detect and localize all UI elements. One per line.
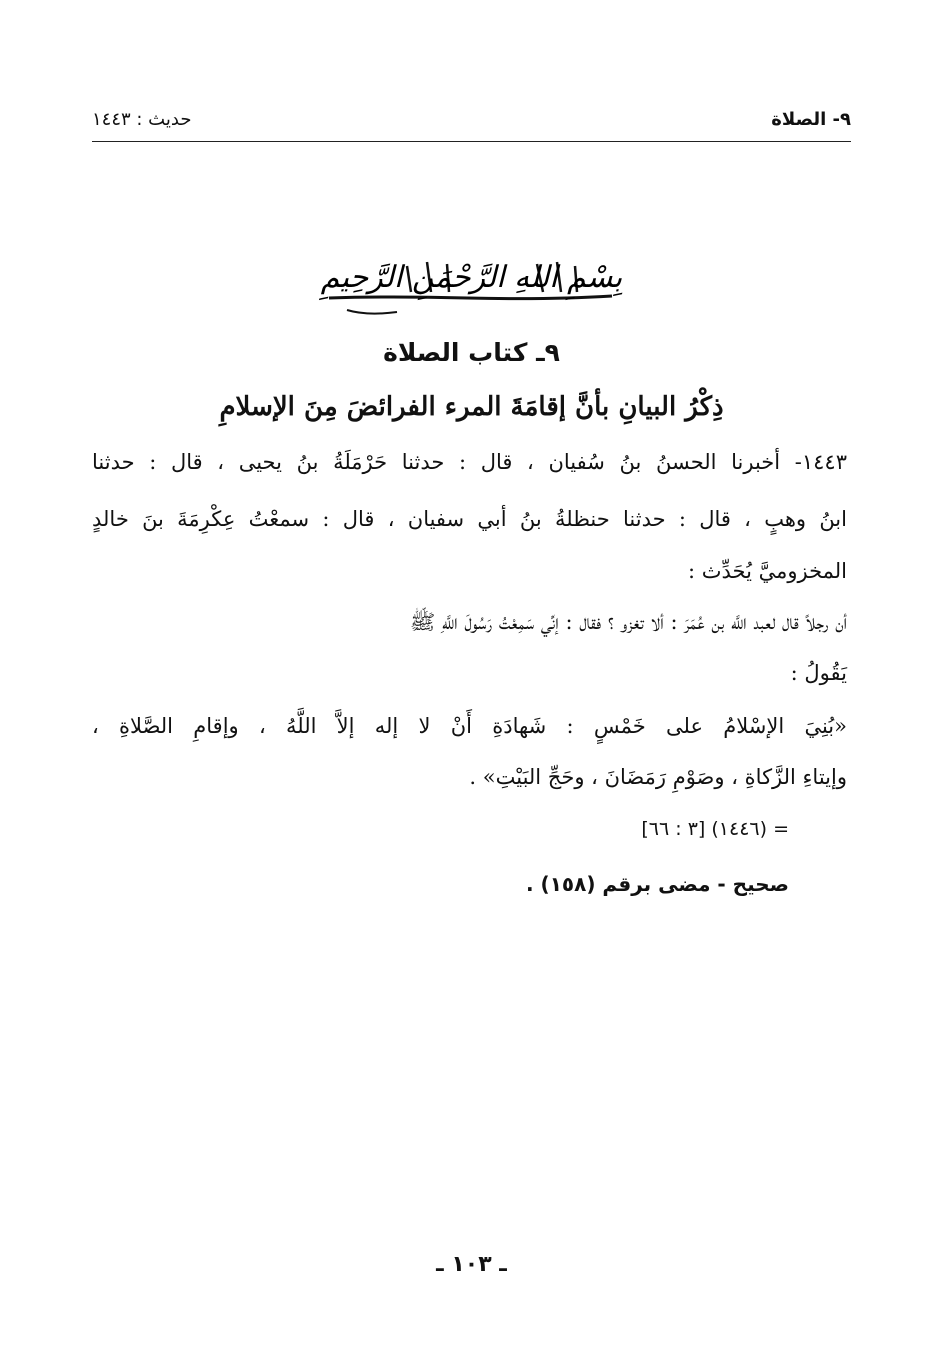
narrative-line: يَقُولُ : bbox=[790, 661, 847, 685]
narrative-line: أن رجلاً قال لعبد اللَّه بن عُمَرَ : ألا تغزو ؟ فقال : إنِّي سَمِعْتُ رَسُولَ اللَّهِ ﷺ bbox=[409, 610, 847, 634]
book-title: ٩ـ كتاب الصلاة bbox=[383, 338, 560, 367]
isnad-line: المخزوميَّ يُحَدِّث : bbox=[687, 559, 847, 583]
matn-line: وإيتاءِ الزَّكاةِ ، وصَوْمِ رَمَضَانَ ، وحَجِّ البَيْتِ» . bbox=[469, 765, 847, 789]
cross-reference: = (١٤٤٦) [٣ : ٦٦] bbox=[641, 818, 789, 840]
isnad-line: ابنُ وهبٍ ، قال : حدثنا حنظلةُ بنُ أبي سفيان ، قال : سمعْتُ عِكْرِمَةَ بنَ خالدٍ bbox=[92, 507, 847, 531]
running-header-hadith-ref: حديث : ١٤٤٣ bbox=[92, 108, 192, 130]
isnad-line: ١٤٤٣- أخبرنا الحسنُ بنُ سُفيان ، قال : حدثنا حَرْمَلَةُ بنُ يحيى ، قال : حدثنا bbox=[92, 450, 847, 474]
page-number: ـ ١٠٣ ـ bbox=[436, 1252, 507, 1277]
grading-verdict: صحيح - مضى برقم (١٥٨) . bbox=[526, 872, 789, 896]
hadith-body bbox=[92, 0, 847, 1368]
running-header-chapter: ٩- الصلاة bbox=[771, 108, 851, 130]
section-heading: ذِكْرُ البيانِ بأنَّ إقامَةَ المرء الفرائضَ مِنَ الإسلامِ bbox=[219, 392, 724, 422]
basmala-text: بِسْمِ اللهِ الرَّحْمَنِ الرَّحِيمِ bbox=[320, 260, 623, 295]
matn-line: «بُنِيَ الإسْلامُ على خَمْسٍ : شَهادَةِ أَنْ لا إله إلاَّ اللَّهُ ، وإقامِ الصَّلاةِ ، bbox=[92, 714, 847, 738]
